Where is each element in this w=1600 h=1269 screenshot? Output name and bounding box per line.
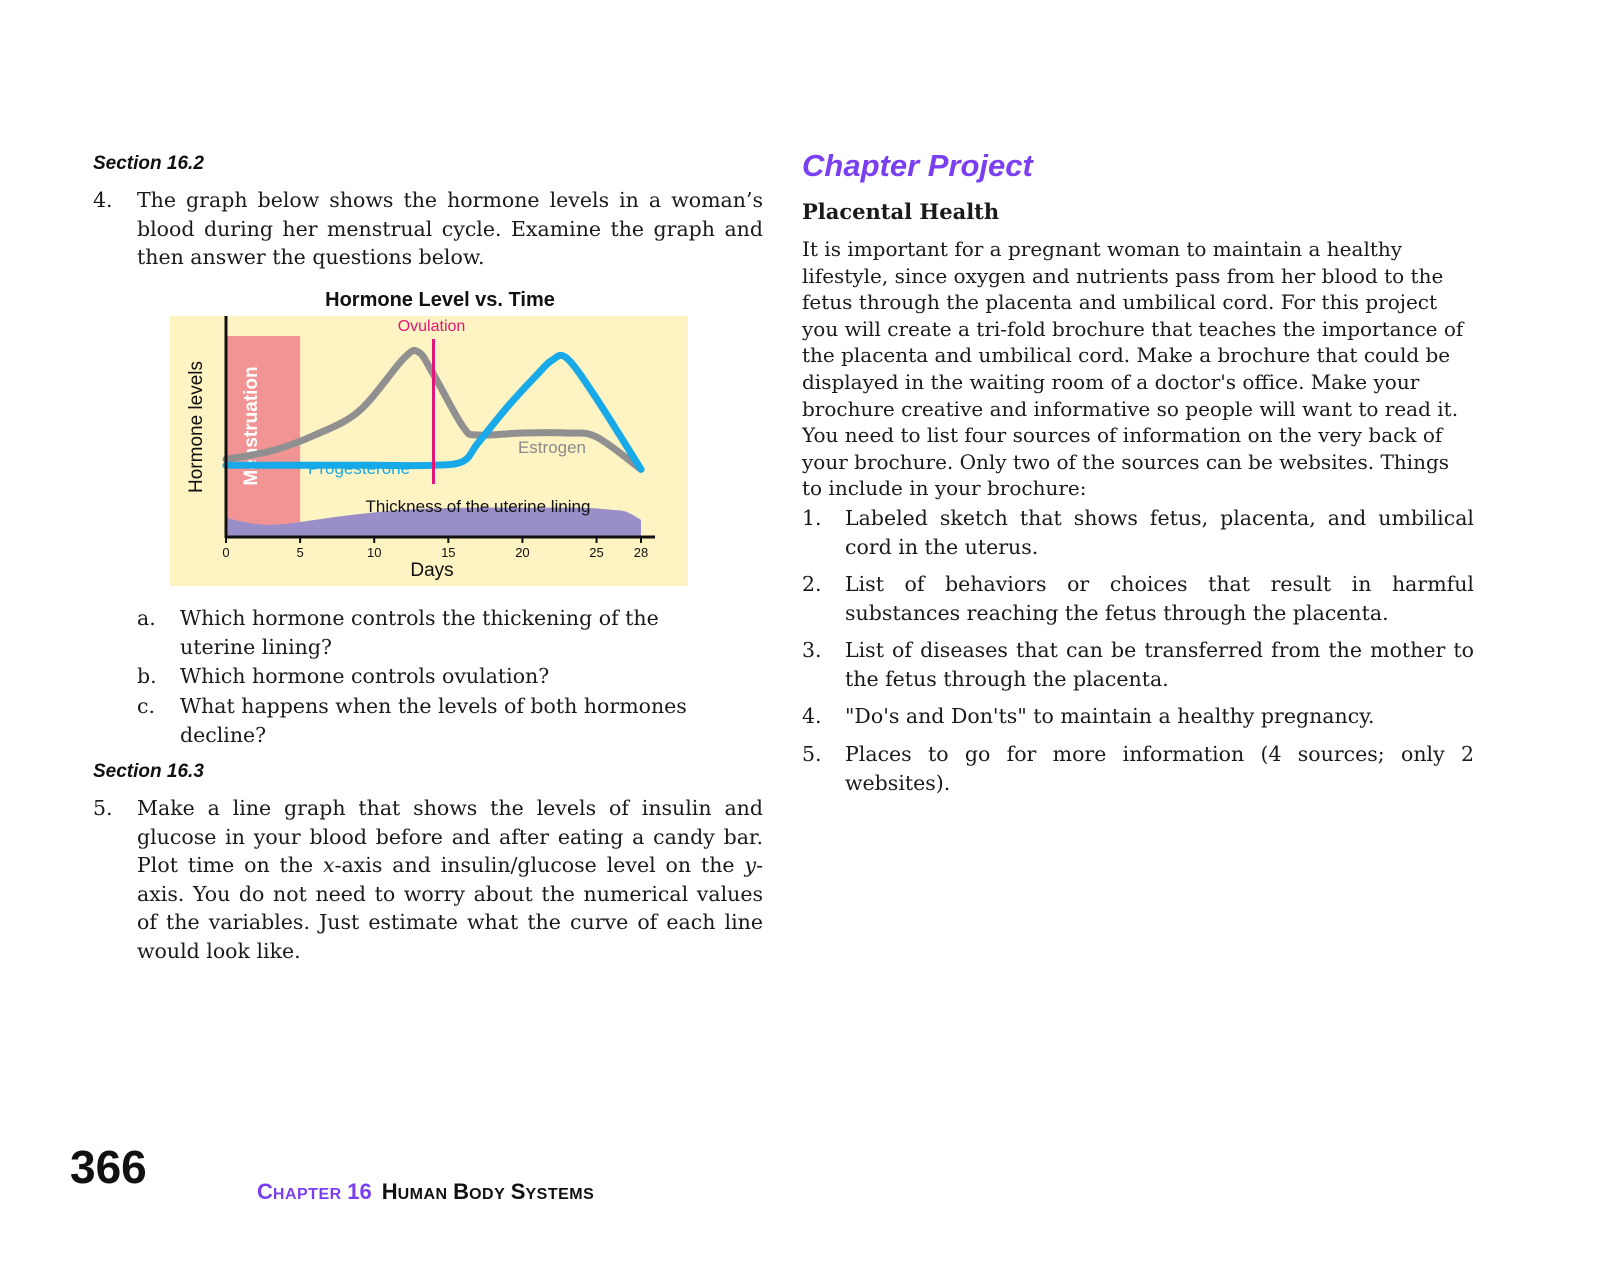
question-text: Make a line graph that shows the levels of insulin and glucose in your blood before and after eating a candy bar. Plot time on the x-axis and insulin/glucose level on the y-axis. You do not need to worry about the numerical values of the variables. Just estimate what the curve of each line would look like.: [137, 796, 764, 963]
sub-letter: c.: [137, 694, 155, 718]
chart-title: Hormone Level vs. Time: [325, 289, 555, 311]
running-footer: CHAPTER 16 HUMAN BODY SYSTEMS: [257, 1179, 595, 1204]
x-tick-label: 25: [589, 545, 604, 560]
sub-letter: b.: [137, 664, 157, 688]
section-heading: Section 16.2: [93, 153, 204, 174]
project-item: 3. List of diseases that can be transferred from the mother to the fetus through the placenta.: [802, 638, 1474, 691]
sub-question-a: [137, 604, 737, 661]
x-tick-label: 5: [296, 545, 304, 560]
question-number: 4.: [93, 188, 113, 212]
y-axis-label: Hormone levels: [186, 361, 207, 493]
sub-question-b: [137, 662, 737, 691]
project-body: It is important for a pregnant woman to maintain a healthy lifestyle, since oxygen and nutrients pass from her blood to the fetus through the placenta and umbilical cord. For this project you will create a tri-fold brochure that teaches the importance of the placenta and umbilical cord. Make a brochure that could be displayed in the waiting room of a doctor's office. Make your brochure creative and informative so people will want to read it. You need to list four sources of information on the very back of your brochure. Only two of the sources can be websites. Things to include in your brochure:: [802, 237, 1464, 501]
x-tick-label: 10: [366, 545, 382, 560]
question-text: The graph below shows the hormone levels in a woman’s blood during her menstrual cycle. Examine the graph and then answer the questions below.: [137, 188, 763, 269]
chapter-project-title: Chapter Project: [802, 148, 1033, 183]
x-axis-label: Days: [410, 560, 454, 581]
project-subtitle: Placental Health: [802, 199, 1000, 224]
project-item: 1. Labeled sketch that shows fetus, placenta, and umbilical cord in the uterus.: [802, 506, 1474, 559]
x-tick-label: 20: [515, 545, 530, 560]
x-tick-label: 0: [222, 545, 230, 560]
uterine-lining-label: Thickness of the uterine lining: [365, 497, 591, 516]
menstruation-band: [226, 336, 300, 536]
menstruation-label: Menstruation: [241, 366, 263, 486]
question-number: 5.: [93, 796, 113, 820]
x-tick-label: 15: [441, 545, 456, 560]
x-tick-label: 28: [633, 545, 649, 560]
sub-text: Which hormone controls the thickening of the uterine lining?: [180, 606, 659, 659]
estrogen-label: Estrogen: [517, 438, 587, 457]
ovulation-label: Ovulation: [397, 318, 466, 335]
project-item: 5. Places to go for more information (4 sources; only 2 websites).: [802, 742, 1474, 795]
sub-text: Which hormone controls ovulation?: [180, 664, 550, 688]
page-number: 366: [70, 1141, 147, 1193]
section-heading: Section 16.3: [93, 761, 204, 782]
hormone-chart: [168, 286, 688, 588]
project-item: 2. List of behaviors or choices that result in harmful substances reaching the fetus through the placenta.: [802, 572, 1474, 625]
question-5: [93, 794, 763, 965]
project-item: 4. "Do's and Don'ts" to maintain a healthy pregnancy.: [802, 704, 1375, 728]
sub-question-c: [137, 692, 697, 749]
question-4: [93, 186, 763, 272]
progesterone-label: Progesterone: [308, 459, 411, 478]
sub-letter: a.: [137, 606, 156, 630]
sub-text: What happens when the levels of both hormones decline?: [180, 694, 687, 747]
